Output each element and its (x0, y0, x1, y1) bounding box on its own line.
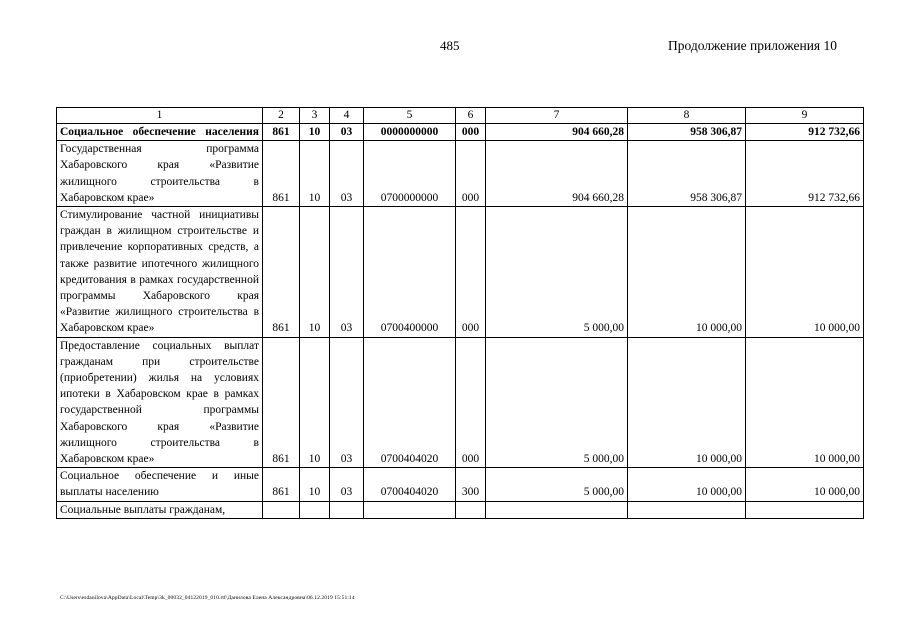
cell-amount-col7: 5 000,00 (486, 337, 628, 468)
cell-amount-col7 (486, 501, 628, 518)
cell-section: 10 (300, 207, 330, 338)
cell-amount-col7: 904 660,28 (486, 141, 628, 207)
column-header: 1 (57, 108, 263, 124)
row-name: Стимулирование частной инициативы граждан в жилищном строительстве и привлечение корпоративных средств, а также развитие ипотечного жилищного кредитования в рамках государственной программы Хабаровского края «Развитие жилищного строительства в Хабаровском крае» (57, 207, 263, 338)
column-header: 9 (746, 108, 864, 124)
cell-amount-col8: 10 000,00 (628, 337, 746, 468)
cell-admin-code: 861 (263, 141, 300, 207)
cell-amount-col9: 912 732,66 (746, 141, 864, 207)
table-row (57, 141, 864, 207)
column-header: 3 (300, 108, 330, 124)
cell-expense-type: 000 (456, 141, 486, 207)
cell-admin-code: 861 (263, 468, 300, 501)
cell-amount-col8: 10 000,00 (628, 207, 746, 338)
cell-admin-code: 861 (263, 337, 300, 468)
cell-subsection: 03 (330, 337, 364, 468)
cell-subsection: 03 (330, 124, 364, 141)
cell-section: 10 (300, 468, 330, 501)
cell-amount-col7: 5 000,00 (486, 207, 628, 338)
column-header: 7 (486, 108, 628, 124)
cell-target-code: 0700404020 (364, 337, 456, 468)
cell-amount-col9 (746, 501, 864, 518)
column-header: 8 (628, 108, 746, 124)
cell-amount-col9: 10 000,00 (746, 337, 864, 468)
cell-target-code: 0700404020 (364, 468, 456, 501)
cell-amount-col7: 5 000,00 (486, 468, 628, 501)
budget-table (56, 107, 864, 519)
cell-expense-type: 000 (456, 124, 486, 141)
cell-subsection: 03 (330, 207, 364, 338)
table-row (57, 337, 864, 468)
cell-admin-code (263, 501, 300, 518)
cell-amount-col8: 10 000,00 (628, 468, 746, 501)
cell-expense-type: 000 (456, 337, 486, 468)
appendix-label: Продолжение приложения 10 (668, 38, 838, 53)
cell-target-code (364, 501, 456, 518)
footer-file-path: C:\Users\esdanilova\AppData\Local\Temp\3k_00032_04122019_010.rtf\Данилова Елена Александровна\06.12.2019 15:51:14 (60, 595, 355, 601)
cell-section: 10 (300, 337, 330, 468)
table-header-row (57, 108, 864, 124)
row-name: Социальные выплаты гражданам, (57, 501, 263, 518)
column-header: 2 (263, 108, 300, 124)
cell-admin-code: 861 (263, 207, 300, 338)
column-header: 4 (330, 108, 364, 124)
table-row (57, 501, 864, 518)
cell-expense-type: 300 (456, 468, 486, 501)
column-header: 6 (456, 108, 486, 124)
cell-amount-col8 (628, 501, 746, 518)
cell-subsection: 03 (330, 468, 364, 501)
page-number: 485 (440, 38, 460, 53)
row-name: Предоставление социальных выплат гражданам при строительстве (приобретении) жилья на условиях ипотеки в Хабаровском крае в рамках государственной программы Хабаровского края «Развитие жилищного строительства в Хабаровском крае» (57, 337, 263, 468)
cell-subsection (330, 501, 364, 518)
cell-subsection: 03 (330, 141, 364, 207)
cell-amount-col8: 958 306,87 (628, 141, 746, 207)
cell-amount-col9: 10 000,00 (746, 468, 864, 501)
table-row (57, 207, 864, 338)
cell-admin-code: 861 (263, 124, 300, 141)
cell-amount-col8: 958 306,87 (628, 124, 746, 141)
cell-target-code: 0700000000 (364, 141, 456, 207)
cell-amount-col9: 10 000,00 (746, 207, 864, 338)
cell-amount-col9: 912 732,66 (746, 124, 864, 141)
cell-target-code: 0000000000 (364, 124, 456, 141)
cell-target-code: 0700400000 (364, 207, 456, 338)
cell-section (300, 501, 330, 518)
cell-expense-type: 000 (456, 207, 486, 338)
table-row (57, 124, 864, 141)
column-header: 5 (364, 108, 456, 124)
cell-section: 10 (300, 141, 330, 207)
cell-expense-type (456, 501, 486, 518)
table-row (57, 468, 864, 501)
cell-section: 10 (300, 124, 330, 141)
row-name: Государственная программа Хабаровского края «Развитие жилищного строительства в Хабаровском крае» (57, 141, 263, 207)
row-name: Социальное обеспечение и иные выплаты населению (57, 468, 263, 501)
row-name: Социальное обеспечение населения (57, 124, 263, 141)
cell-amount-col7: 904 660,28 (486, 124, 628, 141)
